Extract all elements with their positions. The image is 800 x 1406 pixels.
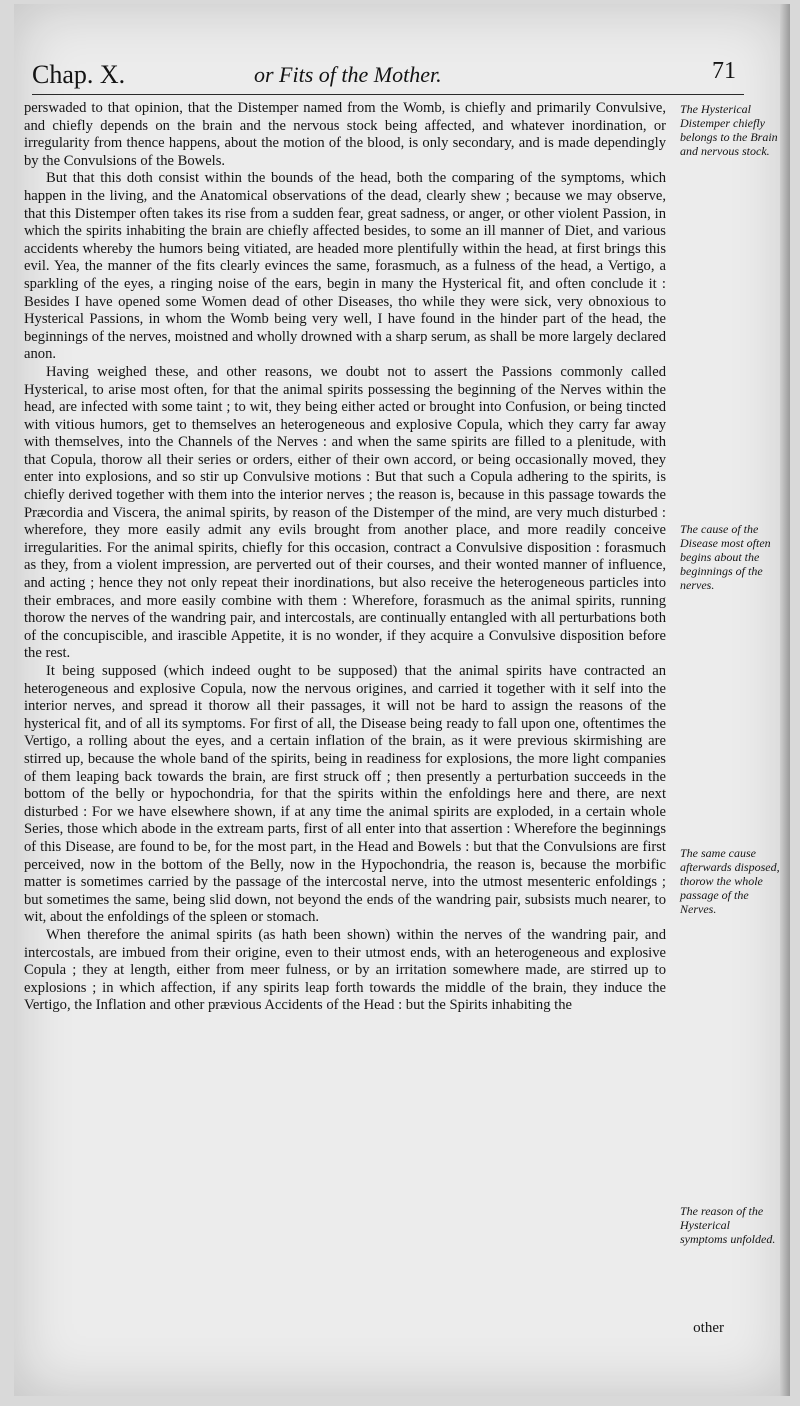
- paragraph: When therefore the animal spirits (as hath been shown) within the nerves of the wandring pair, and intercostals, are imbued from their origine, even to their utmost ends, with an heterogeneous and explosive Copula ; they at length, either from meer fulness, or by an irritation somewhere made, are stirred up to explosions ; in which affection, if any spirits leap forth towards the middle of the brain, they induce the Vertigo, the Inflation and other prævious Accidents of the Head : but the Spirits inhabiting the: [24, 926, 666, 1014]
- paragraph: But that this doth consist within the bounds of the head, both the comparing of the symptoms, which happen in the living, and the Anatomical observations of the dead, clearly shew ; because we may observe, that this Distemper often takes its rise from a sudden fear, great sadness, or anger, or other violent Passion, in which the spirits inhabiting the brain are chiefly affected besides, to some an ill manner of Diet, and various accidents whereby the humors being vitiated, are headed more plentifully within the head, at first brings this evil. Yea, the manner of the fits clearly evinces the same, forasmuch, as a fulness of the head, a Vertigo, a sparkling of the eyes, a ringing noise of the ears, begin in many the Hysterical fit, and often conclude it : Besides I have opened some Women dead of other Diseases, tho while they were sick, very obnoxious to Hysterical Passions, in whom the Womb being very well, I have found in the hinder part of the head, the beginnings of the nerves, moistned and wholly drowned with a sharp serum, as shall be more largely declared anon.: [24, 170, 666, 363]
- paragraph: Having weighed these, and other reasons, we doubt not to assert the Passions commonly called Hysterical, to arise most often, for that the animal spirits possessing the beginning of the Nerves within the head, are infected with some taint ; to wit, they being either acted or brought into Confusion, or being tincted with vitious humors, get to themselves an heterogeneous and explosive Copula, which they carry far away with themselves, into the Channels of the Nerves : and when the same spirits are filled to a plenitude, with that Copula, thorow all their series or orders, either of their own accord, or being occasionally moved, they enter into explosions, and so stir up Convulsive motions : But that such a Copula adhering to the spirits, is chiefly derived together with them into the interior nerves ; the reason is, because in this passage towards the Præcordia and Viscera, the animal spirits, by reason of the Distemper of the mind, are very much disturbed : wherefore, they more easily admit any evils brought from another place, and more readily conceive irregularities. For the animal spirits, chiefly for this occasion, contract a Convulsive disposition : forasmuch as they, from a violent impression, are perverted out of their courses, and their wonted manner of influence, and acting ; hence they not only repeat their inordinations, but also receive the heterogeneous particles into their embraces, and more easily combine with them : Wherefore, forasmuch as the animal spirits, running thorow the nerves of the wandring pair, and intercostals, are continually entangled with all perturbations both of the concupiscible, and irascible Appetite, it is no wonder, if they acquire a Convulsive disposition before the rest.: [24, 363, 666, 662]
- book-page: [14, 4, 790, 1396]
- chapter-label: Chap. X.: [32, 60, 126, 89]
- margin-note: The cause of the Disease most often begins about the beginnings of the nerves.: [680, 522, 771, 592]
- page-header: [32, 54, 744, 95]
- running-title: or Fits of the Mother.: [254, 62, 442, 87]
- margin-note: The same cause afterwards disposed, thorow the whole passage of the Nerves.: [680, 846, 780, 916]
- main-text: [24, 100, 666, 1015]
- margin-note: The reason of the Hysterical symptoms unfolded.: [680, 1204, 776, 1246]
- paragraph: It being supposed (which indeed ought to be supposed) that the animal spirits have contracted an heterogeneous and explosive Copula, now the nervous origines, and carried it together with it self into the interior nerves, and spread it thorow all their passages, it will not be hard to assign the reasons of the hysterical fit, and of all its symptoms. For first of all, the Disease being ready to fall upon one, oftentimes the Vertigo, a rolling about the eyes, and a certain inflation of the brain, as it were previous skirmishing are stirred up, because the whole band of the spirits, being in readiness for explosions, the more light companies of them leaping back towards the brain, are first struck off ; then presently a perturbation succeeds in the bottom of the belly or hypochondria, for that the spirits within the enfoldings here and there, are next disturbed : For we have elsewhere shown, if at any time the animal spirits are exploded, in a certain whole Series, those which abode in the extream parts, first of all enter into that assertion : Wherefore the beginnings of this Disease, are found to be, for the most part, in the Head and Bowels : but that the Convulsions are first perceived, now in the bottom of the Belly, now in the Hypochondria, the reason is, because the morbific matter is sometimes carried by the passage of the intercostal nerve, into the utmost mesenteric enfoldings ; but sometimes the same, being slid down, not beyond the ends of the wandring pair, subsists much nearer, to wit, about the enfoldings of the spleen or stomach.: [24, 663, 666, 926]
- catchword: other: [693, 1320, 724, 1336]
- paragraph: perswaded to that opinion, that the Distemper named from the Womb, is chiefly and primarily Convulsive, and chiefly depends on the brain and the nervous stock being affected, and whatever inordination, or irregularity from thence happens, about the motion of the blood, is only secondary, and is made dependingly by the Convulsions of the Bowels.: [24, 100, 666, 169]
- page-number: 71: [712, 58, 736, 84]
- margin-note: The Hysterical Distemper chiefly belongs to the Brain and nervous stock.: [680, 102, 778, 158]
- page-edge-shadow: [780, 4, 790, 1396]
